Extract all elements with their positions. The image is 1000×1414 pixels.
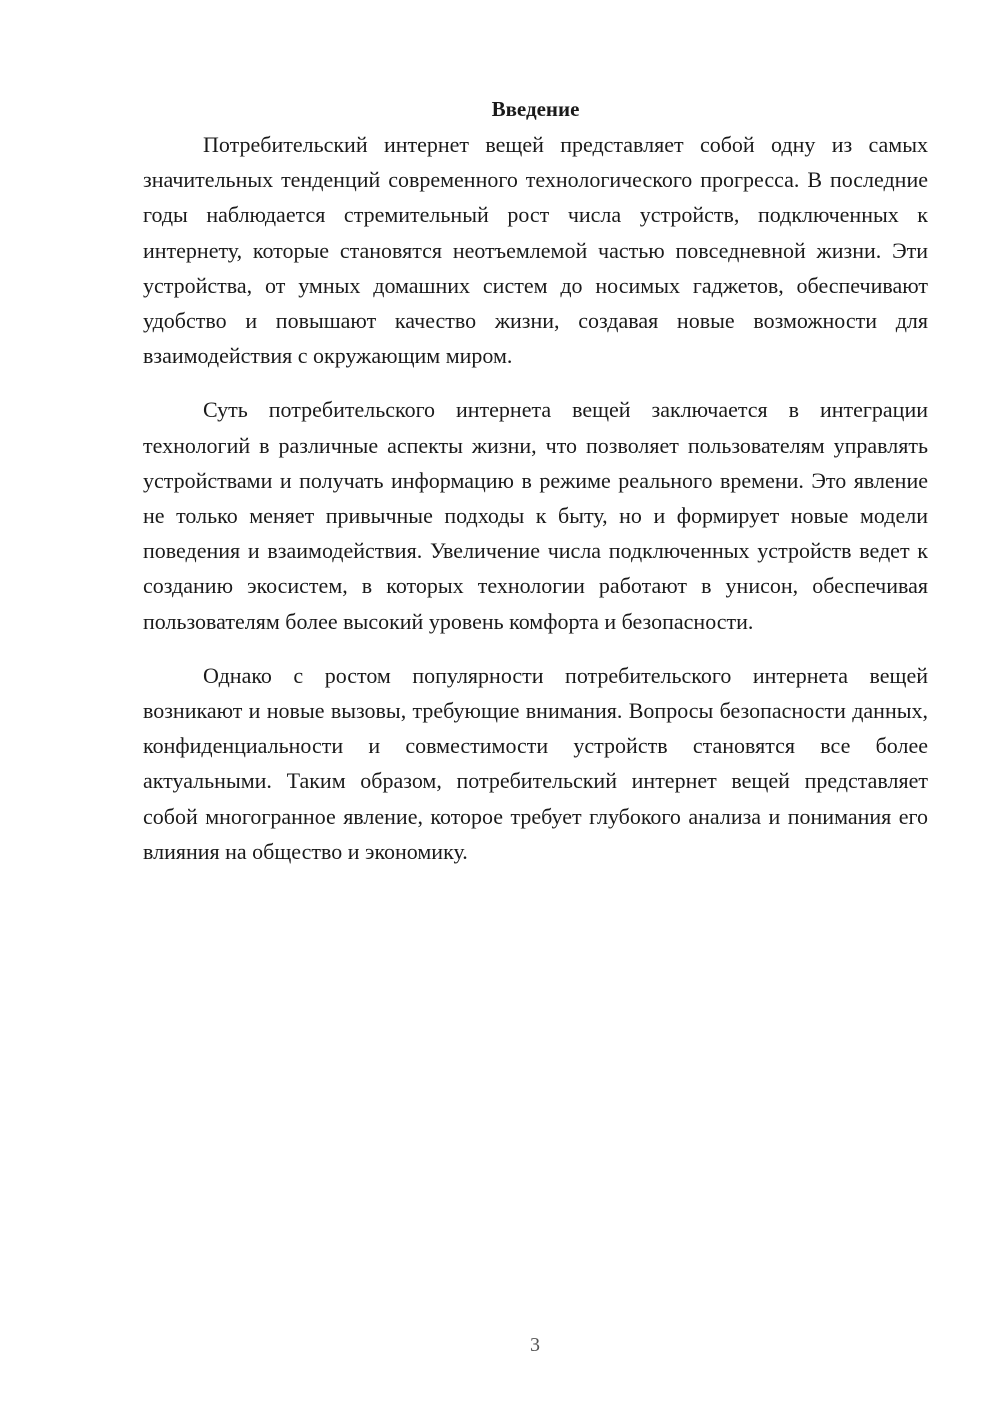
paragraph-2: Суть потребительского интернета вещей заключается в интеграции технологий в различные аспекты жизни, что позволяет пользователям управлять устройствами и получать информацию в режиме реального времени. Это явление не только меняет привычные подходы к быту, но и формирует новые модели поведения и взаимодействия. Увеличение числа подключенных устройств ведет к созданию экосистем, в которых технологии работают в унисон, обеспечивая пользователям более высокий уровень комфорта и безопасности. [143,397,928,634]
paragraph-1: Потребительский интернет вещей представляет собой одну из самых значительных тенденций современного технологического прогресса. В последние годы наблюдается стремительный рост числа устройств, подключенных к интернету, которые становятся неотъемлемой частью повседневной жизни. Эти устройства, от умных домашних систем до носимых гаджетов, обеспечивают удобство и повышают качество жизни, создавая новые возможности для взаимодействия с окружающим миром. [143,132,928,369]
page-number: 3 [530,1334,540,1356]
section-title: Введение [491,97,580,121]
page-content [143,92,928,888]
paragraph-3: Однако с ростом популярности потребительского интернета вещей возникают и новые вызовы, требующие внимания. Вопросы безопасности данных, конфиденциальности и совместимости устройств становятся все более актуальными. Таким образом, потребительский интернет вещей представляет собой многогранное явление, которое требует глубокого анализа и понимания его влияния на общество и экономику. [143,662,928,864]
